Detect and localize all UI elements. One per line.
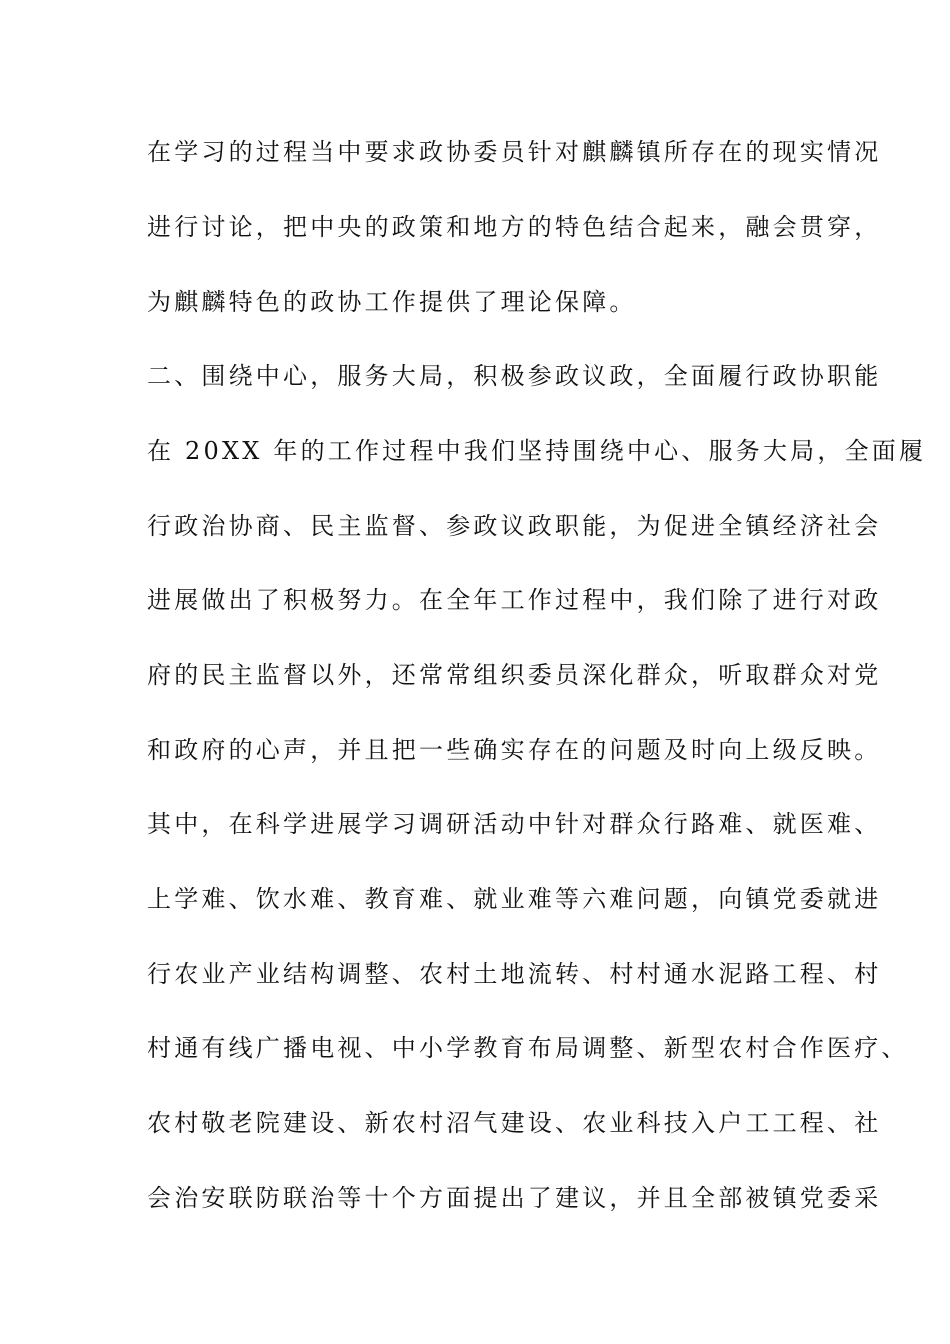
text-line-15: 会治安联防联治等十个方面提出了建议，并且全部被镇党委采 — [147, 1184, 882, 1212]
text-line-9: 和政府的心声，并且把一些确实存在的问题及时向上级反映。 — [147, 736, 882, 764]
text-line-13: 村通有线广播电视、中小学教育布局调整、新型农村合作医疗、 — [147, 1034, 909, 1062]
text-line-5: 在 20XX 年的工作过程中我们坚持围绕中心、服务大局，全面履 — [147, 437, 927, 465]
text-line-1: 在学习的过程当中要求政协委员针对麒麟镇所存在的现实情况 — [147, 138, 882, 166]
text-line-2: 进行讨论，把中央的政策和地方的特色结合起来，融会贯穿， — [147, 213, 882, 241]
text-line-14: 农村敬老院建设、新农村沼气建设、农业科技入户工工程、社 — [147, 1109, 882, 1137]
text-line-10: 其中，在科学进展学习调研活动中针对群众行路难、就医难、 — [147, 810, 882, 838]
text-line-6: 行政治协商、民主监督、参政议政职能，为促进全镇经济社会 — [147, 512, 882, 540]
text-line-3: 为麒麟特色的政协工作提供了理论保障。 — [147, 288, 637, 316]
text-line-7: 进展做出了积极努力。在全年工作过程中，我们除了进行对政 — [147, 586, 882, 614]
text-line-12: 行农业产业结构调整、农村土地流转、村村通水泥路工程、村 — [147, 960, 882, 988]
text-line-11: 上学难、饮水难、教育难、就业难等六难问题，向镇党委就进 — [147, 885, 882, 913]
text-line-8: 府的民主监督以外，还常常组织委员深化群众，听取群众对党 — [147, 661, 882, 689]
section-heading: 二、围绕中心，服务大局，积极参政议政，全面履行政协职能 — [147, 362, 882, 390]
